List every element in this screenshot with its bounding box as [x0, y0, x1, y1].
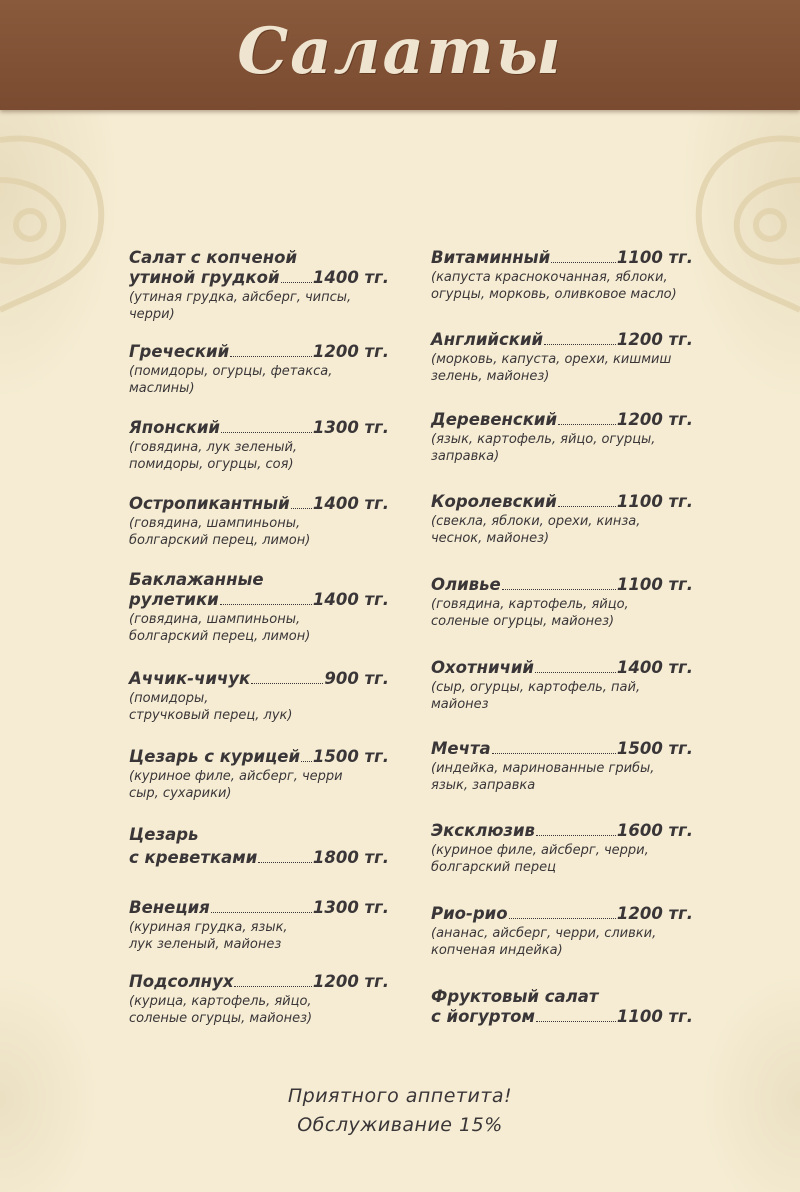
menu-item — [129, 418, 389, 473]
item-description — [431, 760, 693, 794]
item-description-line: (язык, картофель, яйцо, огурцы, — [431, 432, 656, 447]
item-description-line: помидоры, огурцы, соя) — [129, 457, 294, 472]
item-name-line — [431, 904, 693, 924]
item-name: Подсолнух — [129, 972, 234, 991]
item-price: 1400 тг. — [616, 658, 693, 677]
leader-dots — [301, 760, 312, 762]
item-description — [431, 925, 693, 959]
item-description-line: (куриная грудка, язык, — [129, 920, 288, 935]
item-description — [431, 431, 693, 465]
leader-dots — [509, 917, 616, 919]
item-price: 1300 тг. — [312, 418, 389, 437]
item-description-line: копченая индейка) — [431, 943, 563, 958]
leader-dots — [234, 985, 311, 987]
item-description-line: (морковь, капуста, орехи, кишмиш — [431, 352, 672, 367]
item-price: 1200 тг. — [616, 410, 693, 429]
item-name: с креветками — [129, 848, 258, 867]
item-name: Мечта — [431, 739, 491, 758]
menu-item — [129, 972, 389, 1027]
item-name-line — [129, 494, 389, 514]
item-name-line — [129, 418, 389, 438]
menu-item — [129, 570, 389, 645]
item-description-line: язык, заправка — [431, 778, 536, 793]
item-description — [129, 515, 389, 549]
item-name: Витаминный — [431, 248, 551, 267]
leader-dots — [251, 682, 323, 684]
item-name-line — [129, 268, 389, 288]
item-description-line: (помидоры, огурцы, фетакса, — [129, 364, 333, 379]
item-description-line: (куриное филе, айсберг, черри — [129, 769, 343, 784]
item-description-line: (утиная грудка, айсберг, чипсы, — [129, 290, 352, 305]
item-description-line: стручковый перец, лук) — [129, 708, 293, 723]
leader-dots — [536, 1020, 616, 1022]
item-description-line: огурцы, морковь, оливковое масло) — [431, 287, 677, 302]
footer-greeting: Приятного аппетита! — [287, 1085, 513, 1107]
item-name-first-line: Фруктовый салат — [431, 987, 599, 1006]
footer-service-charge: Обслуживание 15% — [297, 1114, 503, 1136]
item-price: 1200 тг. — [616, 904, 693, 923]
menu-item — [431, 410, 693, 465]
item-description-line: болгарский перец, лимон) — [129, 533, 311, 548]
menu-item — [431, 821, 693, 876]
item-description — [129, 768, 389, 802]
item-name-line — [129, 669, 389, 689]
leader-dots — [211, 911, 312, 913]
item-name-first-line: Салат с копченой — [129, 248, 298, 267]
ornament-right-decoration — [660, 110, 800, 340]
menu-item — [431, 330, 693, 385]
item-name-line — [431, 248, 693, 268]
item-description-line: маслины) — [129, 381, 195, 396]
item-description-line: (говядина, шампиньоны, — [129, 612, 301, 627]
item-price: 1200 тг. — [312, 342, 389, 361]
item-description — [129, 439, 389, 473]
item-name: Охотничий — [431, 658, 534, 677]
item-description-line: (сыр, огурцы, картофель, пай, — [431, 680, 641, 695]
item-price: 1100 тг. — [616, 492, 693, 511]
item-name-line — [431, 410, 693, 430]
item-description — [129, 289, 389, 323]
item-description-line: (говядина, шампиньоны, — [129, 516, 301, 531]
item-description-line: (помидоры, — [129, 691, 209, 706]
item-name: с йогуртом — [431, 1007, 535, 1026]
item-description — [129, 363, 389, 397]
item-name: Венеция — [129, 898, 210, 917]
item-description-line: майонез — [431, 697, 489, 712]
item-description-line: болгарский перец — [431, 860, 556, 875]
item-description — [431, 596, 693, 630]
menu-item — [129, 494, 389, 549]
header-banner — [0, 0, 800, 110]
item-name: Оливье — [431, 575, 501, 594]
menu-item — [431, 904, 693, 959]
item-name: рулетики — [129, 590, 219, 609]
leader-dots — [492, 752, 616, 754]
item-description-line: соленые огурцы, майонез) — [129, 1011, 313, 1026]
menu-item — [431, 658, 693, 713]
item-description — [431, 269, 693, 303]
item-name-line — [431, 492, 693, 512]
item-price: 1500 тг. — [616, 739, 693, 758]
item-name-line — [431, 739, 693, 759]
item-name-line — [431, 821, 693, 841]
leader-dots — [535, 671, 616, 673]
menu-item — [129, 747, 389, 802]
item-name-line — [431, 658, 693, 678]
item-name-line — [129, 747, 389, 767]
item-name-first-line: Баклажанные — [129, 570, 264, 589]
item-description — [129, 690, 389, 724]
leader-dots — [558, 423, 616, 425]
menu-item — [129, 342, 389, 397]
menu-item — [129, 248, 389, 323]
item-name-line — [129, 972, 389, 992]
menu-item — [431, 492, 693, 547]
item-description-line: лук зеленый, майонез — [129, 937, 282, 952]
item-price: 1600 тг. — [616, 821, 693, 840]
item-name: Рио-рио — [431, 904, 508, 923]
menu-item — [129, 898, 389, 953]
item-price: 900 тг. — [324, 669, 389, 688]
item-price: 1100 тг. — [616, 1007, 693, 1026]
item-name-line — [129, 848, 389, 868]
item-name-line — [431, 330, 693, 350]
menu-item — [431, 739, 693, 794]
item-description-line: заправка) — [431, 449, 500, 464]
page-title: Салаты — [237, 14, 563, 89]
item-price: 1100 тг. — [616, 575, 693, 594]
item-description-line: зелень, майонез) — [431, 369, 550, 384]
item-description-line: (говядина, лук зеленый, — [129, 440, 298, 455]
leader-dots — [258, 861, 312, 863]
item-name-line — [129, 898, 389, 918]
item-description-line: (курица, картофель, яйцо, — [129, 994, 312, 1009]
item-name: Деревенский — [431, 410, 558, 429]
menu-item — [431, 248, 693, 303]
item-name-line — [431, 1007, 693, 1027]
item-description — [431, 351, 693, 385]
item-description-line: (капуста краснокочанная, яблоки, — [431, 270, 668, 285]
item-description-line: (индейка, маринованные грибы, — [431, 761, 655, 776]
item-description-line: соленые огурцы, майонез) — [431, 614, 615, 629]
item-price: 1300 тг. — [312, 898, 389, 917]
item-name-line — [129, 590, 389, 610]
leader-dots — [291, 507, 312, 509]
item-description — [129, 611, 389, 645]
item-description-line: (куриное филе, айсберг, черри, — [431, 843, 649, 858]
item-description-line: сыр, сухарики) — [129, 786, 232, 801]
item-price: 1500 тг. — [312, 747, 389, 766]
leader-dots — [502, 588, 616, 590]
item-name: Цезарь с курицей — [129, 747, 301, 766]
item-description — [129, 993, 389, 1027]
item-price: 1400 тг. — [312, 268, 389, 287]
item-name-line — [129, 342, 389, 362]
item-description — [431, 679, 693, 713]
menu-item — [129, 669, 389, 724]
item-description-line: (говядина, картофель, яйцо, — [431, 597, 629, 612]
item-description-line: (ананас, айсберг, черри, сливки, — [431, 926, 657, 941]
leader-dots — [536, 834, 616, 836]
leader-dots — [221, 431, 312, 433]
item-description — [129, 919, 389, 953]
leader-dots — [551, 261, 616, 263]
leader-dots — [230, 355, 312, 357]
leader-dots — [220, 603, 312, 605]
item-price: 1100 тг. — [616, 248, 693, 267]
item-price: 1400 тг. — [312, 494, 389, 513]
item-name: Остропикантный — [129, 494, 290, 513]
item-price: 1200 тг. — [616, 330, 693, 349]
item-description — [431, 842, 693, 876]
leader-dots — [558, 505, 616, 507]
item-name: Японский — [129, 418, 220, 437]
item-price: 1200 тг. — [312, 972, 389, 991]
item-name-line — [431, 575, 693, 595]
item-name: Греческий — [129, 342, 230, 361]
leader-dots — [544, 343, 616, 345]
item-description-line: чеснок, майонез) — [431, 531, 550, 546]
item-description-line: черри) — [129, 307, 175, 322]
item-name: утиной грудкой — [129, 268, 280, 287]
item-price: 1400 тг. — [312, 590, 389, 609]
menu-item — [129, 825, 389, 868]
leader-dots — [281, 281, 312, 283]
menu-item — [431, 987, 693, 1027]
menu-item — [431, 575, 693, 630]
item-description — [431, 513, 693, 547]
ornament-left-decoration — [0, 110, 140, 340]
item-name: Английский — [431, 330, 544, 349]
item-name: Эксклюзив — [431, 821, 536, 840]
item-price: 1800 тг. — [312, 848, 389, 867]
item-description-line: (свекла, яблоки, орехи, кинза, — [431, 514, 641, 529]
item-name: Королевский — [431, 492, 557, 511]
item-name: Аччик-чичук — [129, 669, 251, 688]
item-description-line: болгарский перец, лимон) — [129, 629, 311, 644]
item-name-first-line: Цезарь — [129, 825, 199, 844]
